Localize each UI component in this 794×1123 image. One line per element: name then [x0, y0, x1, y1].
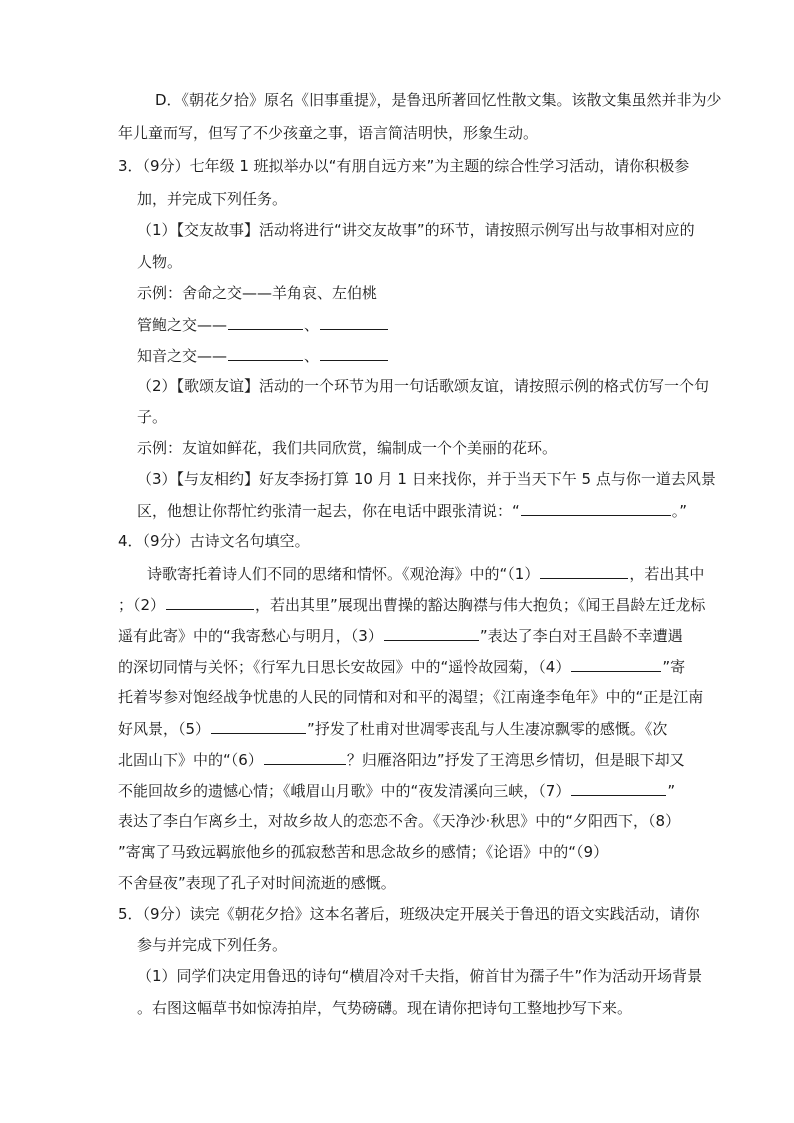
line-text: 子。 [137, 408, 168, 426]
line-text: ” [667, 782, 676, 800]
text-line [118, 594, 705, 615]
text-line [118, 873, 396, 893]
text-line [147, 563, 704, 584]
text-line [118, 156, 689, 176]
line-text: 区，他想让你帮忙约张清一起去，你在电话中跟张清说：“ [137, 502, 520, 520]
line-text: 、 [304, 316, 320, 334]
text-line [137, 500, 687, 521]
line-text: （3）【与友相约】好友李扬打算 10 月 1 日来找你，并于当天下午 5 点与你一道去风景 [137, 470, 716, 488]
answer-blank[interactable] [540, 563, 628, 579]
text-line [118, 625, 683, 646]
answer-blank[interactable] [228, 314, 303, 330]
line-text: 诗歌寄托着诗人们不同的思绪和情怀。《观沧海》中的“（1） [147, 565, 540, 583]
line-text: ，若出其里”展现出曹操的豁达胸襟与伟大抱负；《闻王昌龄左迁龙标 [255, 596, 706, 614]
text-line [118, 718, 667, 739]
line-text: 北固山下》中的“（6） [118, 751, 263, 769]
line-text: 年儿童而写，但写了不少孩童之事，语言简洁明快，形象生动。 [118, 124, 539, 142]
text-line [118, 531, 310, 551]
answer-blank[interactable] [384, 625, 479, 641]
line-text: 托着岑参对饱经战争忧患的人民的同情和对和平的渴望；《江南逢李龟年》中的“正是江南 [118, 688, 704, 706]
text-line [137, 407, 167, 427]
line-text: 示例：友谊如鲜花，我们共同欣赏，编制成一个个美丽的花环。 [137, 439, 558, 457]
text-line [118, 123, 538, 143]
line-text: 、 [304, 347, 320, 365]
line-text: 表达了李白乍离乡土，对故乡故人的恋恋不舍。《天净沙·秋思》中的“夕阳西下，（8） [118, 812, 681, 830]
line-text: ？归雁洛阳边”抒发了王湾思乡情切，但是眼下却又 [346, 751, 685, 769]
text-line [137, 345, 389, 366]
line-text: 好风景，（5） [118, 720, 211, 738]
line-text: 知音之交—— [137, 347, 228, 365]
line-text: 示例：舍命之交——羊角哀、左伯桃 [137, 284, 378, 302]
text-line [118, 904, 700, 924]
line-text: 不能回故乡的遗憾心情；《峨眉山月歌》中的“夜发清溪向三峡，（7） [118, 782, 571, 800]
line-text: 4．（9分）古诗文名句填空。 [118, 532, 310, 550]
line-text: ，若出其中 [629, 565, 705, 583]
answer-blank[interactable] [521, 500, 671, 516]
text-line [137, 220, 695, 240]
text-line [137, 966, 702, 986]
line-text: 人物。 [137, 253, 183, 271]
line-text: 参与并完成下列任务。 [137, 936, 288, 954]
answer-blank[interactable] [320, 314, 388, 330]
text-line [137, 469, 716, 489]
answer-blank[interactable] [166, 594, 254, 610]
answer-blank[interactable] [228, 345, 303, 361]
text-line [137, 935, 287, 955]
line-text: 3．（9分）七年级 1 班拟举办以“有朋自远方来”为主题的综合性学习活动，请你积极参 [118, 157, 690, 175]
answer-blank[interactable] [264, 749, 346, 765]
line-text: 。右图这幅草书如惊涛拍岸，气势磅礴。现在请你把诗句工整地抄写下来。 [137, 999, 633, 1017]
line-text: （1）同学们决定用鲁迅的诗句“横眉冷对千夫指，俯首甘为孺子牛”作为活动开场背景 [137, 967, 703, 985]
text-line [118, 749, 685, 770]
text-line [118, 656, 685, 677]
text-line [137, 438, 557, 458]
line-text: 的深切同情与关怀；《行军九日思长安故园》中的“遥怜故园菊，（4） [118, 658, 571, 676]
line-text: （2）【歌颂友谊】活动的一个环节为用一句话歌颂友谊，请按照示例的格式仿写一个句 [137, 377, 710, 395]
text-line [155, 90, 722, 110]
text-line [137, 252, 182, 272]
text-line [118, 780, 675, 801]
line-text: ”抒发了杜甫对世凋零丧乱与人生凄凉飘零的感慨。《次 [307, 720, 668, 738]
line-text: 。” [671, 502, 688, 520]
text-line [137, 283, 377, 303]
line-text: （1）【交友故事】活动将进行“讲交友故事”的环节，请按照示例写出与故事相对应的 [137, 221, 695, 239]
answer-blank[interactable] [211, 718, 306, 734]
line-text: 加，并完成下列任务。 [137, 190, 288, 208]
text-line [118, 811, 680, 831]
line-text: D．《朝花夕拾》原名《旧事重提》，是鲁迅所著回忆性散文集。该散文集虽然并非为少 [155, 91, 722, 109]
text-line [137, 376, 709, 396]
answer-blank[interactable] [571, 656, 661, 672]
text-line [118, 842, 608, 862]
line-text: ”寄寓了马致远羁旅他乡的孤寂愁苦和思念故乡的感情；《论语》中的“（9） [118, 843, 609, 861]
line-text: 管鲍之交—— [137, 316, 228, 334]
text-line [137, 314, 389, 335]
line-text: ”寄 [662, 658, 686, 676]
line-text: 5．（9分）读完《朝花夕拾》这本名著后，班级决定开展关于鲁迅的语文实践活动，请你 [118, 905, 700, 923]
line-text: 遥有此寄》中的“我寄愁心与明月，（3） [118, 627, 383, 645]
answer-blank[interactable] [571, 780, 666, 796]
line-text: ；（2） [118, 596, 166, 614]
text-line [137, 998, 632, 1018]
answer-blank[interactable] [320, 345, 388, 361]
text-line [137, 189, 287, 209]
line-text: ”表达了李白对王昌龄不幸遭遇 [479, 627, 683, 645]
text-line [118, 687, 703, 707]
line-text: 不舍昼夜”表现了孔子对时间流逝的感慨。 [118, 874, 396, 892]
